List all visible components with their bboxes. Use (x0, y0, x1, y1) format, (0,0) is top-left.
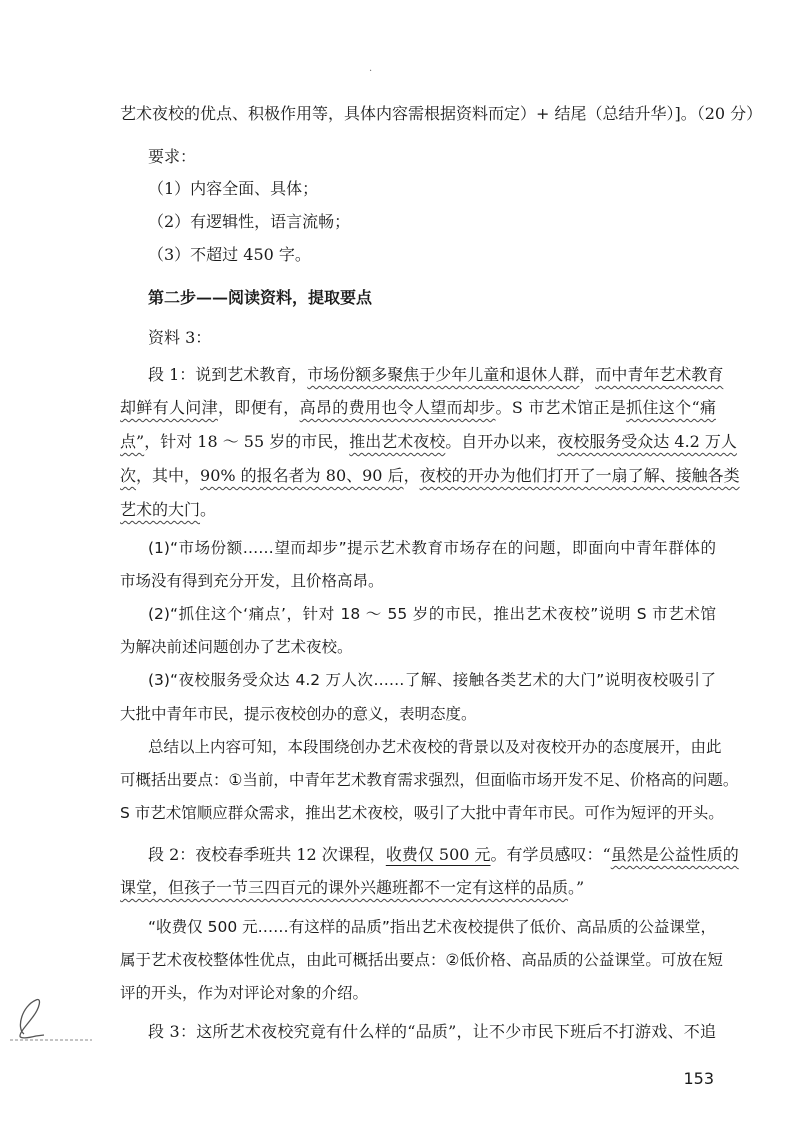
wavy-underlined-text: 却鲜有人问津 (120, 398, 218, 417)
text-run: 。 (200, 500, 217, 519)
scan-dot: · (369, 66, 373, 77)
paragraph-1-line-3 (120, 431, 737, 453)
paragraph-2-line-1 (148, 844, 739, 866)
text-run: 。有学员感叹：“ (490, 845, 611, 864)
text-run: ， (579, 365, 596, 384)
analysis-3-line-2: 大批中青年市民，提示夜校创办的意义，表明态度。 (120, 705, 477, 723)
text-line-requirement-tail: 艺术夜校的优点、积极作用等，具体内容需根据资料而定）+ 结尾（总结升华）]。（20 分） (120, 104, 763, 123)
wavy-underlined-text: 虽然是公益性质的 (610, 845, 739, 864)
wavy-underlined-text: 夜校服务受众达 4.2 万人 (557, 432, 737, 451)
wavy-underlined-text: 夜校的开办为他们打开了一扇了解、接触各类 (419, 466, 740, 485)
analysis-2-line-2: 为解决前述问题创办了艺术夜校。 (120, 638, 353, 656)
underlined-text: 收费仅 500 元 (385, 845, 491, 864)
text-run: ，其中， (136, 466, 201, 485)
text-run: 。” (568, 878, 585, 897)
requirement-item-3: （3）不超过 450 字。 (148, 245, 311, 264)
step-two-heading: 第二步——阅读资料，提取要点 (148, 288, 373, 307)
wavy-underlined-text: 而中青年艺术教育 (595, 365, 724, 384)
requirement-item-2: （2）有逻辑性，语言流畅； (148, 212, 351, 231)
page-number: 153 (683, 1069, 714, 1088)
wavy-underlined-text: 推出艺术夜校 (349, 432, 446, 451)
analysis-1-line-2: 市场没有得到充分开发，且价格高昂。 (120, 572, 384, 590)
wavy-underlined-text: 抓住这个“痛 (626, 398, 716, 417)
wavy-underlined-text: 点” (120, 432, 145, 451)
pen-signature-icon (6, 988, 96, 1048)
analysis-p2-line-2: 属于艺术夜校整体性优点，由此可概括出要点：②低价格、高品质的公益课堂。可放在短 (120, 951, 723, 969)
requirements-heading: 要求： (148, 147, 197, 166)
paragraph-1-line-1 (148, 364, 724, 386)
paragraph-1-line-5 (120, 499, 716, 521)
summary-line-1: 总结以上内容可知，本段围绕创办艺术夜校的背景以及对夜校开办的态度展开，由此 (148, 738, 722, 756)
wavy-underlined-text: 市场份额多聚焦于少年儿童和退休人群 (307, 365, 580, 384)
analysis-1-line-1: (1)“市场份额……望而却步”提示艺术教育市场存在的问题，即面向中青年群体的 (148, 539, 716, 557)
paragraph-1-line-4 (120, 465, 740, 487)
paragraph-3-line-1: 段 3：这所艺术夜校究竟有什么样的“品质”，让不少市民下班后不打游戏、不追 (148, 1022, 716, 1041)
text-run: 。S 市艺术馆正是 (495, 398, 627, 417)
wavy-underlined-text: 90% 的报名者为 80、90 后 (200, 466, 404, 485)
wavy-underlined-text: 次 (120, 466, 137, 485)
summary-line-2: 可概括出要点：①当前，中青年艺术教育需求强烈，但面临市场开发不足、价格高的问题。 (120, 771, 739, 789)
analysis-p2-line-1: “收费仅 500 元……有这样的品质”指出艺术夜校提供了低价、高品质的公益课堂， (148, 918, 716, 936)
analysis-2-line-1: (2)“抓住这个‘痛点’，针对 18 ～ 55 岁的市民，推出艺术夜校”说明 S 市艺术馆 (148, 605, 716, 623)
requirement-item-1: （1）内容全面、具体； (148, 179, 319, 198)
material-label: 资料 3： (148, 328, 212, 347)
wavy-underlined-text: 高昂的费用也令人望而却步 (299, 398, 496, 417)
wavy-underlined-text: 课堂，但孩子一节三四百元的课外兴趣班都不一定有这样的品质 (120, 878, 569, 897)
paragraph-1-line-2 (120, 397, 716, 419)
summary-line-3: S 市艺术馆顺应群众需求，推出艺术夜校，吸引了大批中青年市民。可作为短评的开头。 (120, 804, 724, 822)
text-run: ，针对 18 ～ 55 岁的市民， (144, 432, 350, 451)
wavy-underlined-text: 艺术的大门 (120, 500, 201, 519)
text-run: 段 1：说到艺术教育， (148, 365, 308, 384)
analysis-p2-line-3: 评的开头，作为对评论对象的介绍。 (120, 984, 369, 1002)
text-run: ， (403, 466, 420, 485)
analysis-3-line-1: (3)“夜校服务受众达 4.2 万人次……了解、接触各类艺术的大门”说明夜校吸引了 (148, 671, 716, 689)
text-run: 。自开办以来， (445, 432, 558, 451)
paragraph-2-line-2 (120, 877, 716, 899)
text-run: 段 2：夜校春季班共 12 次课程， (148, 845, 386, 864)
text-run: ，即便有， (217, 398, 300, 417)
